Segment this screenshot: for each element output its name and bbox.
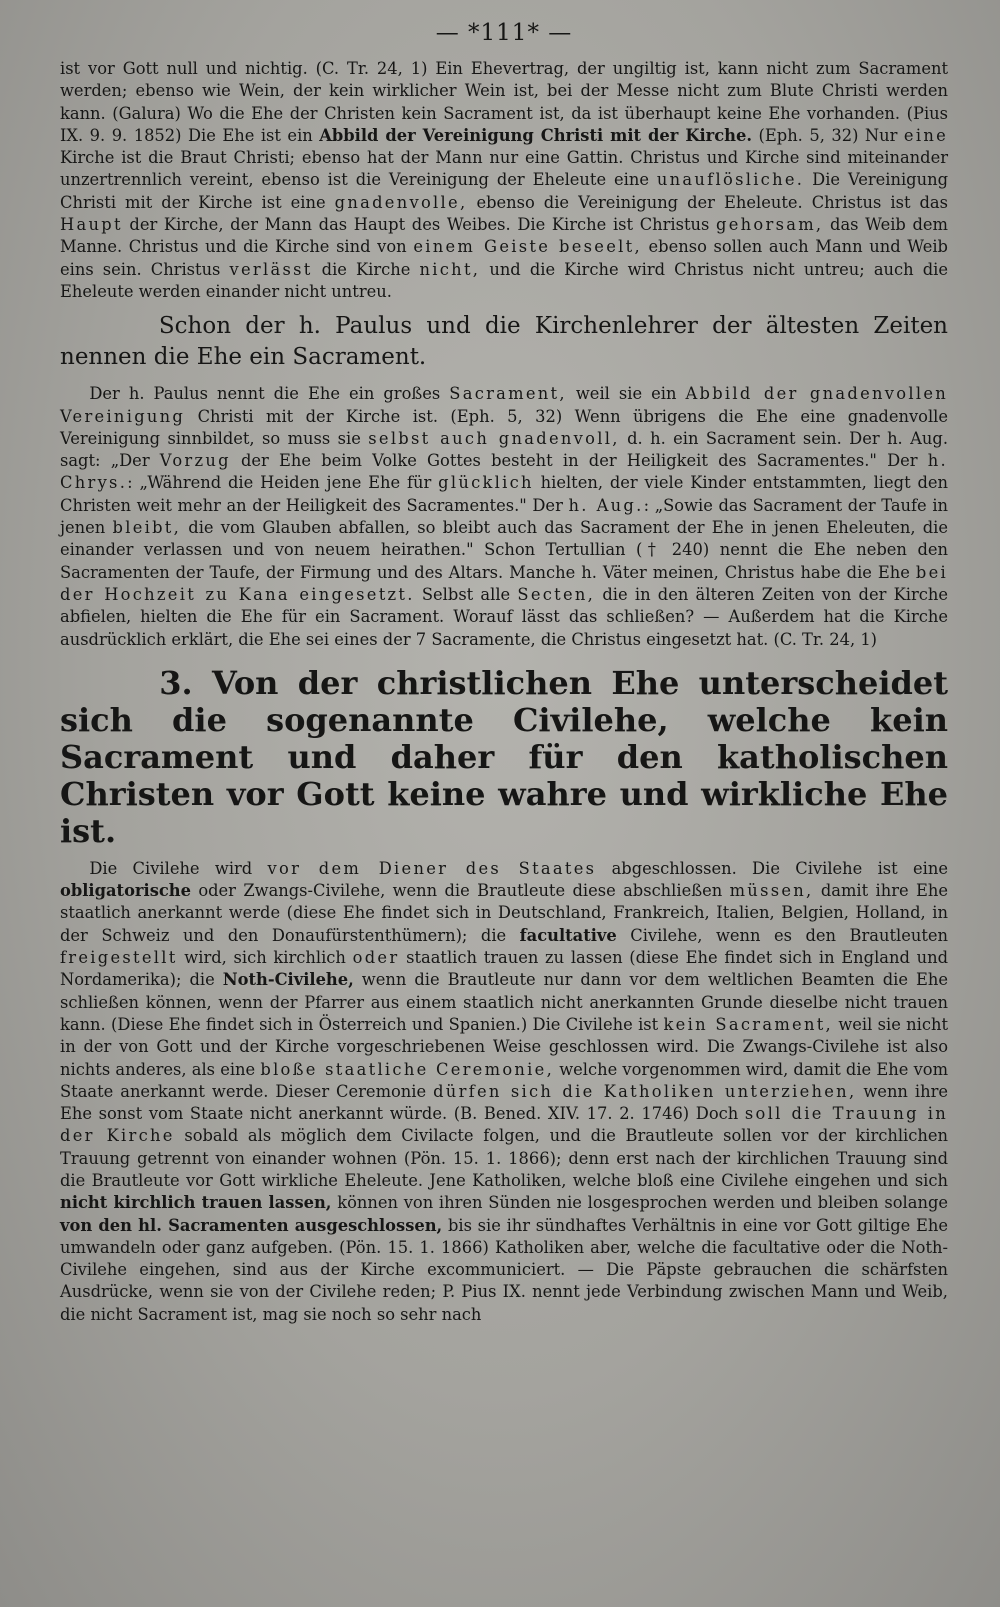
spaced-phrase: Sacrament, (449, 384, 567, 404)
spaced-phrase: glücklich (438, 473, 534, 493)
text-run: wenn die Brautleute nur dann vor dem weltlichen Beamten die Ehe schließen können, wenn der Pfarrer aus einem staatlich nicht anerkannten Grunde dieselbe nicht trauen kann. (Diese Ehe findet sich in Österreich und Spanien.) Die Civilehe ist (60, 970, 948, 1034)
text-run: wird, sich kirchlich (177, 948, 353, 968)
bold-phrase: von den hl. Sacramenten ausgeschlossen, (60, 1215, 443, 1235)
text-run: weil sie ein (566, 384, 686, 404)
text-run: die vom Glauben abfallen, so bleibt auch das Sacrament der Ehe in jenen Eheleuten, die einander verlassen und von neuem heirathen." Schon Tertullian († 240) nennt die Ehe neben den Sacramenten der Taufe, der Firmung und des Altars. Manche h. Väter meinen, Christus habe die Ehe (60, 518, 948, 582)
spaced-phrase: kein Sacrament, (663, 1014, 834, 1034)
spaced-phrase: nicht, (419, 259, 481, 279)
sub-heading-paulus: Schon der h. Paulus und die Kirchenlehrer der ältesten Zeiten nennen die Ehe ein Sacrament. (60, 313, 948, 371)
text-run: (Eph. 5, 32) Nur (752, 125, 904, 145)
spaced-phrase: Vorzug (159, 451, 231, 471)
text-run: Christi mit der Kirche ist. (Eph. 5, 32) Wenn übrigens die Ehe eine gnadenvolle Vereinigung sinnbildet, so muss sie (60, 406, 948, 448)
spaced-phrase: h. Aug. (568, 495, 644, 515)
spaced-phrase: soll die Trauung in der Kirche (60, 1104, 948, 1146)
bold-phrase: Noth-Civilehe, (222, 970, 354, 990)
text-run: wenn ihre Ehe sonst vom Staate nicht anerkannt würde. (B. Bened. XIV. 17. 2. 1746) Doch (60, 1081, 948, 1124)
text-run: Die Civilehe wird (89, 858, 268, 878)
text-run: : „Sowie das Sacrament der Taufe in jenen (60, 495, 949, 538)
spaced-phrase: Abbild der gnadenvollen Vereinigung (60, 384, 949, 426)
spaced-phrase: gehorsam, (716, 215, 824, 235)
text-run: der Ehe beim Volke Gottes besteht in der Heiligkeit des Sacramentes." Der (230, 451, 928, 471)
bold-phrase: facultative (519, 925, 617, 945)
text-run: der Kirche, der Mann das Haupt des Weibes. Die Kirche ist Christus (122, 215, 717, 235)
spaced-phrase: eine (903, 125, 948, 145)
spaced-phrase: oder (352, 948, 400, 968)
text-run: welche vorgenommen wird, damit die Ehe vom Staate anerkannt werde. Dieser Ceremonie (60, 1059, 949, 1101)
text-run: staatlich trauen zu lassen (diese Ehe findet sich in England und Nordamerika); die (60, 948, 948, 990)
text-run: Civilehe, wenn es den Brautleuten (616, 925, 948, 945)
text-run: abgeschlossen. Die Civilehe ist eine (596, 858, 948, 878)
paragraph-civilehe (60, 858, 948, 1326)
spaced-phrase: freigestellt (60, 948, 178, 968)
text-run: können von ihren Sünden nie losgesprochen werden und bleiben solange (331, 1193, 949, 1213)
spaced-phrase: dürfen sich die Katholiken unterziehen, (433, 1081, 857, 1101)
spaced-phrase: Secten, (517, 584, 596, 604)
page-number: — *111* — (435, 20, 573, 46)
spaced-phrase: müssen, (729, 881, 814, 901)
text-run: Kirche ist die Braut Christi; ebenso hat der Mann nur eine Gattin. Christus und Kirche sind miteinander unzertrennlich vereint, ebenso ist die Vereinigung der Eheleute eine (60, 148, 948, 190)
bold-phrase: nicht kirchlich trauen lassen, (60, 1193, 332, 1213)
spaced-phrase: selbst auch gnadenvoll, (368, 428, 620, 448)
spaced-phrase: unauflösliche. (656, 170, 805, 190)
text-run: weil sie nicht in der von Gott und der Kirche vorgeschriebenen Weise geschlossen wird. Die Zwangs-Civilehe ist also nichts anderes, als eine (60, 1014, 948, 1079)
spaced-phrase: Haupt (60, 215, 123, 235)
section-heading-civilehe: 3. Von der christlichen Ehe unterscheidet sich die sogenannte Civilehe, welche kein Sacrament und daher für den katholischen Christen vor Gott keine wahre und wirkliche Ehe ist. (60, 663, 948, 850)
text-run: oder Zwangs-Civilehe, wenn die Brautleute diese abschließen (190, 881, 730, 901)
spaced-phrase: bei der Hochzeit zu Kana eingesetzt. (60, 562, 948, 604)
text-run: Der h. Paulus nennt die Ehe ein großes (89, 384, 450, 404)
bold-phrase: obligatorische (60, 881, 191, 901)
text-run: ist vor Gott null und nichtig. (C. Tr. 24, 1) Ein Ehevertrag, der ungiltig ist, kann nicht zum Sacrament werden; ebenso wie Wein, der kein wirklicher Wein ist, bei der Messe nicht zum Blute Christi werden kann. (Galura) Wo die Ehe der Christen kein Sacrament ist, da ist überhaupt keine Ehe vorhanden. (Pius IX. 9. 9. 1852) Die Ehe ist ein (60, 59, 948, 145)
spaced-phrase: h. Chrys. (60, 451, 948, 493)
text-run: das Weib dem Manne. Christus und die Kirche sind von (60, 215, 948, 257)
spaced-phrase: bleibt, (112, 518, 182, 538)
text-run: hielten, der viele Kinder entstammten, liegt den Christen weit mehr an der Heiligkeit des Sacramentes." Der (60, 473, 948, 515)
spaced-phrase: gnadenvolle, (334, 192, 468, 212)
text-run: und die Kirche wird Christus nicht untreu; auch die Eheleute werden einander nicht untreu. (60, 259, 948, 301)
spaced-phrase: verlässt (229, 259, 313, 279)
text-run: damit ihre Ehe staatlich anerkannt werde (diese Ehe findet sich in Deutschland, Frankreich, Italien, Belgien, Holland, in der Schweiz und den Donaufürstenthümern); die (60, 881, 948, 945)
spaced-phrase: vor dem Diener des Staates (267, 858, 597, 878)
text-run: d. h. ein Sacrament sein. Der h. Aug. sagt: „Der (60, 428, 948, 471)
bold-phrase: Abbild der Vereinigung Christi mit der Kirche. (319, 125, 753, 145)
text-run: Selbst alle (414, 584, 518, 604)
text-run: die in den älteren Zeiten von der Kirche abfielen, hielten die Ehe für ein Sacrament. Worauf lässt das schließen? — Außerdem hat die Kirche ausdrücklich erklärt, die Ehe sei eines der 7 Sacramente, die Christus eingesetzt hat. (C. Tr. 24, 1) (60, 584, 948, 649)
text-run: die Kirche (312, 259, 420, 279)
text-run: ebenso die Vereinigung der Eheleute. Christus ist das (467, 192, 948, 212)
paragraph-marriage-as-image (60, 58, 948, 303)
paragraph-church-fathers (60, 383, 948, 651)
text-run: sobald als möglich dem Civilacte folgen, und die Brautleute sollen vor der kirchlichen Trauung getrennt von einander wohnen (Pön. 15. 1. 1866); denn erst nach der kirchlichen Trauung sind die Brautleute vor Gott wirkliche Eheleute. Jene Katholiken, welche bloß eine Civilehe eingehen und sich (60, 1126, 948, 1190)
spaced-phrase: bloße staatliche Ceremonie, (260, 1059, 555, 1079)
text-run: Die Vereinigung Christi mit der Kirche ist eine (60, 170, 948, 212)
text-run: : „Während die Heiden jene Ehe für (127, 473, 439, 493)
text-run: bis sie ihr sündhaftes Verhältnis in eine vor Gott giltige Ehe umwandeln oder ganz aufgeben. (Pön. 15. 1. 1866) Katholiken aber, welche die facultative oder die Noth-Civilehe eingehen, sind aus der Kirche excommuniciert. — Die Päpste gebrauchen die schärfsten Ausdrücke, wenn sie von der Civilehe reden; P. Pius IX. nennt jede Verbindung zwischen Mann und Weib, die nicht Sacrament ist, mag sie noch so sehr nach (60, 1215, 948, 1324)
spaced-phrase: einem Geiste beseelt, (413, 237, 642, 257)
text-run: ebenso sollen auch Mann und Weib eins sein. Christus (60, 237, 948, 279)
